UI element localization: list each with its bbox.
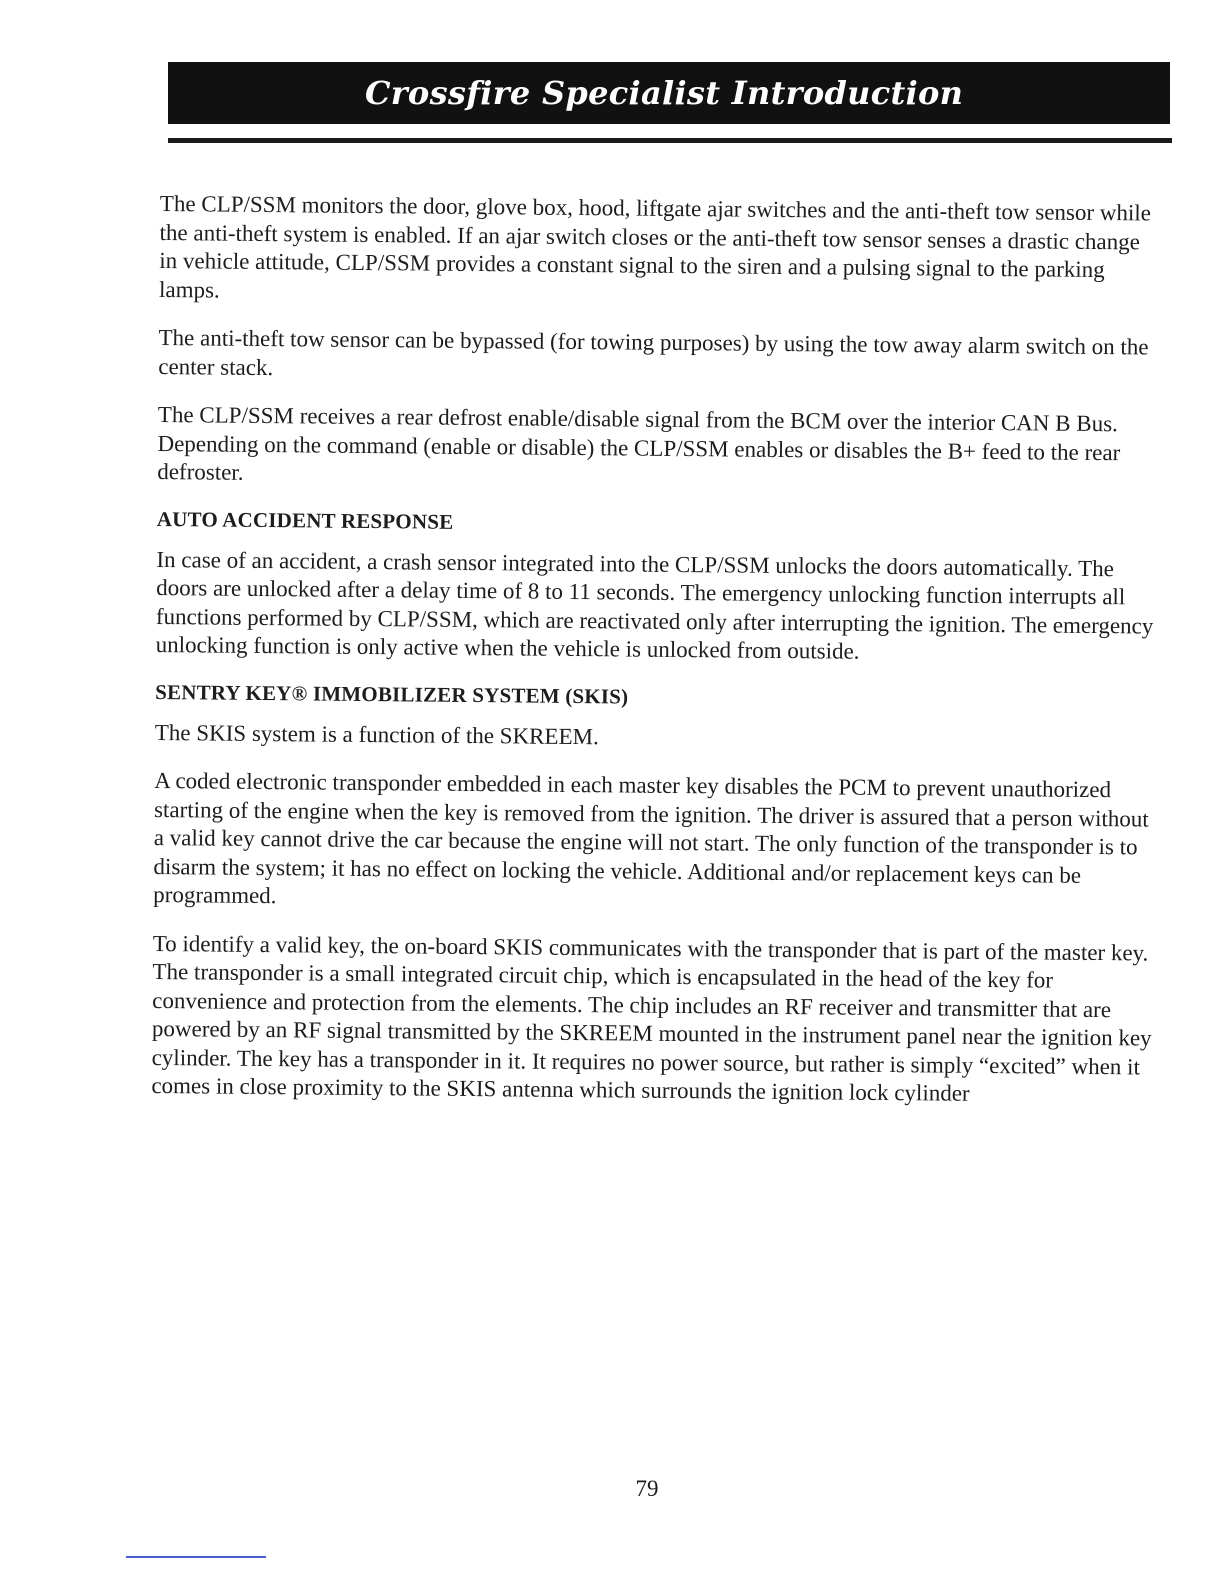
page-number: 79 (635, 1476, 659, 1501)
section-heading-skis: SENTRY KEY® IMMOBILIZER SYSTEM (SKIS) (155, 679, 629, 709)
paragraph-rear-defrost: The CLP/SSM receives a rear defrost enable/disable signal from the BCM over the interior CAN B Bus. Depending on the command (enable or disable) the CLP/SSM enables or disables the B+ feed to the rear defroster. (157, 401, 1121, 485)
paragraph-tow-bypass: The anti-theft tow sensor can be bypassed (for towing purposes) by using the tow away alarm switch on the center stack. (158, 324, 1149, 380)
section-heading-auto-accident: AUTO ACCIDENT RESPONSE (156, 506, 454, 534)
header-divider (168, 138, 1172, 143)
paragraph-transponder: A coded electronic transponder embedded in each master key disables the PCM to prevent unauthorized starting of the engine when the key is removed from the ignition. The driver is assured that a person without a valid key cannot drive the car because the engine will not start. The only function of the transponder is to disarm the system; it has no effect on locking the vehicle. Additional and/or replacement keys can be programmed. (153, 767, 1149, 909)
footer-rule (126, 1556, 266, 1558)
paragraph-crash-unlock: In case of an accident, a crash sensor integrated into the CLP/SSM unlocks the doors automatically. The doors are unlocked after a delay time of 8 to 11 seconds. The emergency unlocking function interrupts all functions performed by CLP/SSM, which are reactivated only after interrupting the ignition. The emergency unlocking function is only active when the vehicle is unlocked from outside. (155, 546, 1154, 664)
paragraph-ajar-monitoring: The CLP/SSM monitors the door, glove box, hood, liftgate ajar switches and the anti-theft tow sensor while the anti-theft system is enabled. If an ajar switch closes or the anti-theft tow sensor senses a drastic change in vehicle attitude, CLP/SSM provides a constant signal to the siren and a pulsing signal to the parking lamps. (158, 190, 1152, 303)
page-title: Crossfire Specialist Introduction (365, 74, 964, 112)
paragraph-skis-function: The SKIS system is a function of the SKREEM. (154, 719, 599, 749)
page-header-banner (168, 62, 1170, 124)
document-body (151, 190, 1162, 1130)
paragraph-key-identification: To identify a valid key, the on-board SKIS communicates with the transponder that is part of the master key. The transponder is a small integrated circuit chip, which is encapsulated in the head of the key for convenience and protection from the elements. The chip includes an RF receiver and transmitter that are powered by an RF signal transmitted by the SKREEM mounted in the instrument panel near the ignition key cylinder. The key has a transponder in it. It requires no power source, but rather is simply “excited” when it comes in close proximity to the SKIS antenna which surrounds the ignition lock cylinder (151, 930, 1152, 1106)
